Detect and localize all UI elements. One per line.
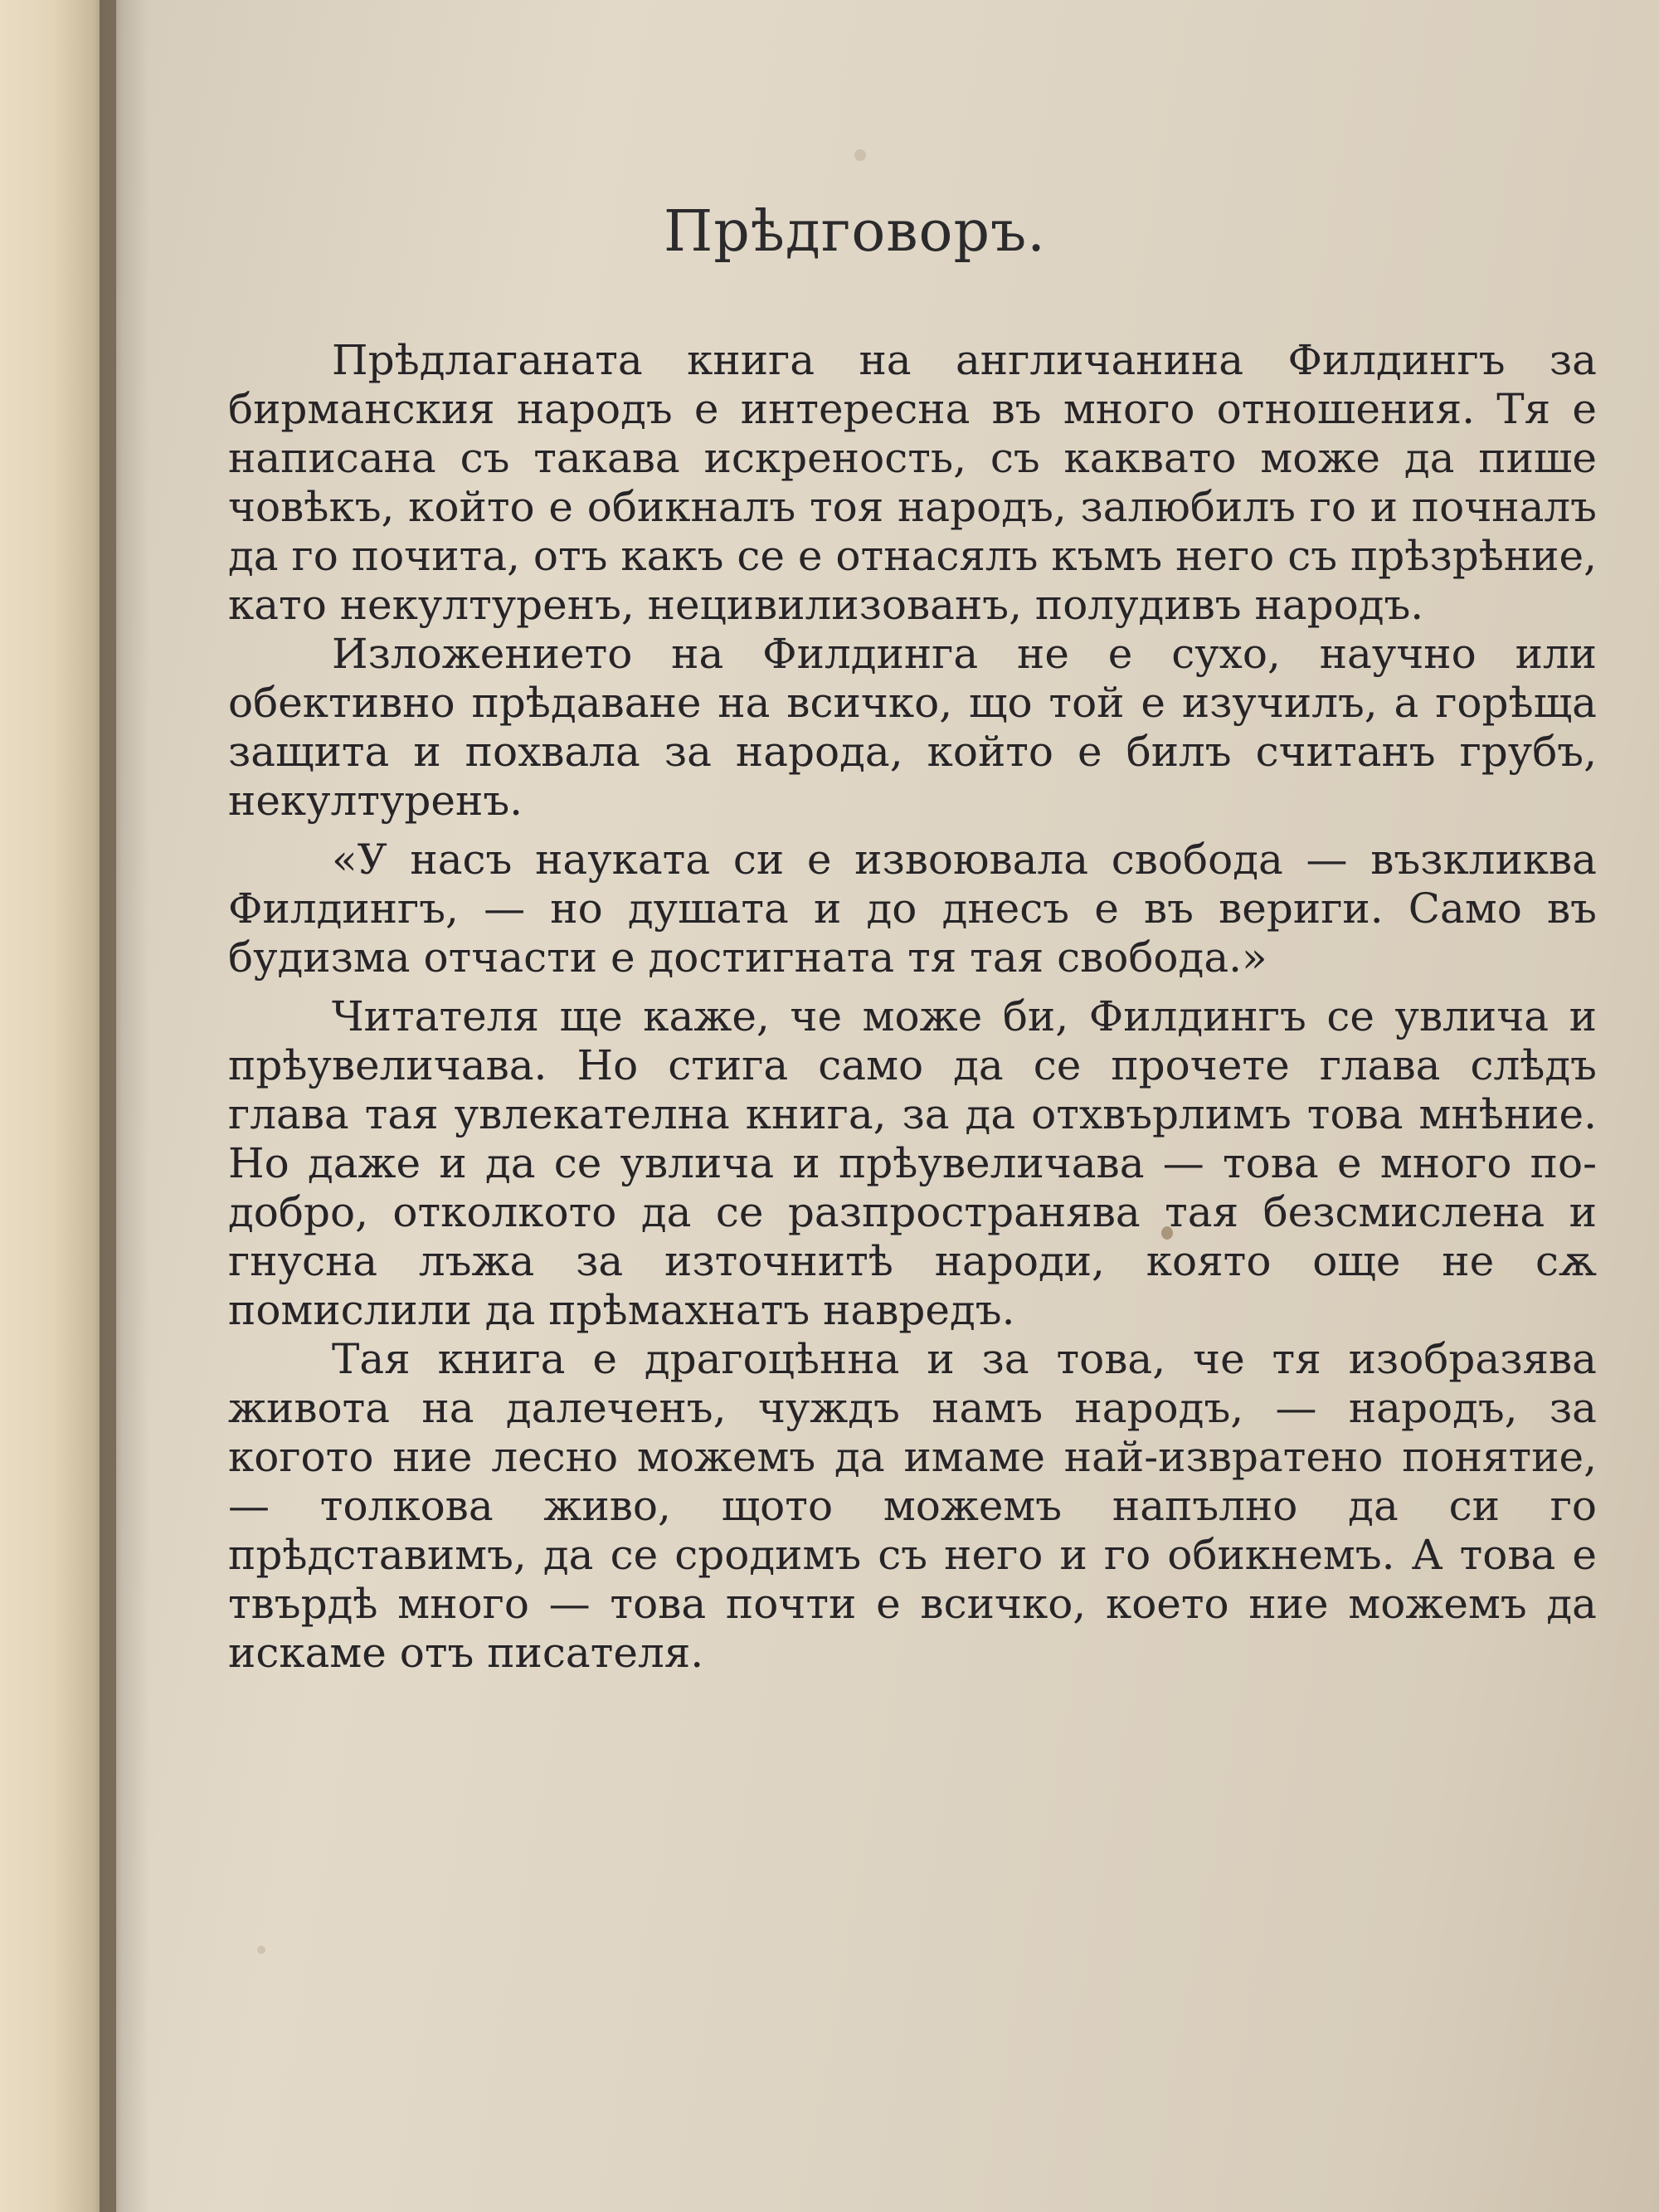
paper-spot <box>257 1946 265 1954</box>
paragraph-3: «У насъ науката си е извоювала свобода — възкликва Филдингъ, — но душата и до днесъ е въ вериги. Само въ будизма отчасти е достигната тя тая свобода.» <box>228 836 1597 982</box>
book-page <box>124 0 1659 2212</box>
paragraph-1: Прѣдлаганата книга на англичанина Филдингъ за бирманския народъ е интересна въ много отношения. Тя е написана съ такава искреность, съ каквато може да пише човѣкъ, който е обикналъ тоя народъ, залюбилъ го и почналъ да го почита, отъ какъ се е отнасялъ къмъ него съ прѣзрѣние, като некултуренъ, нецивилизованъ, полудивъ народъ. <box>228 336 1597 629</box>
paper-spot <box>854 149 866 161</box>
paragraph-5: Тая книга е драгоцѣнна и за това, че тя изобразява живота на далеченъ, чуждъ намъ народъ, — народъ, за когото ние лесно можемъ да имаме най-извратено понятие, — толкова живо, щото можемъ напълно да си го прѣдставимъ, да се сродимъ съ него и го обикнемъ. А това е твърдѣ много — това почти е всичко, което ние можемъ да искаме отъ писателя. <box>228 1335 1597 1677</box>
book-spine <box>0 0 116 2212</box>
paragraph-2: Изложението на Филдинга не е сухо, научно или обективно прѣдаване на всичко, що той е изучилъ, а горѣща защита и похвала за народа, който е билъ считанъ грубъ, некултуренъ. <box>228 630 1597 825</box>
page-title: Прѣдговоръ. <box>664 199 1046 265</box>
preface-text <box>228 336 1597 1678</box>
paragraph-4: Читателя ще каже, че може би, Филдингъ се увлича и прѣувеличава. Но стига само да се прочете глава слѣдъ глава тая увлекателна книга, за да отхвърлимъ това мнѣние. Но даже и да се увлича и прѣувеличава — това е много по-добро, отколкото да се разпространява тая безсмислена и гнусна лъжа за източнитѣ народи, която още не сѫ помислили да прѣмахнатъ навредъ. <box>228 992 1597 1334</box>
